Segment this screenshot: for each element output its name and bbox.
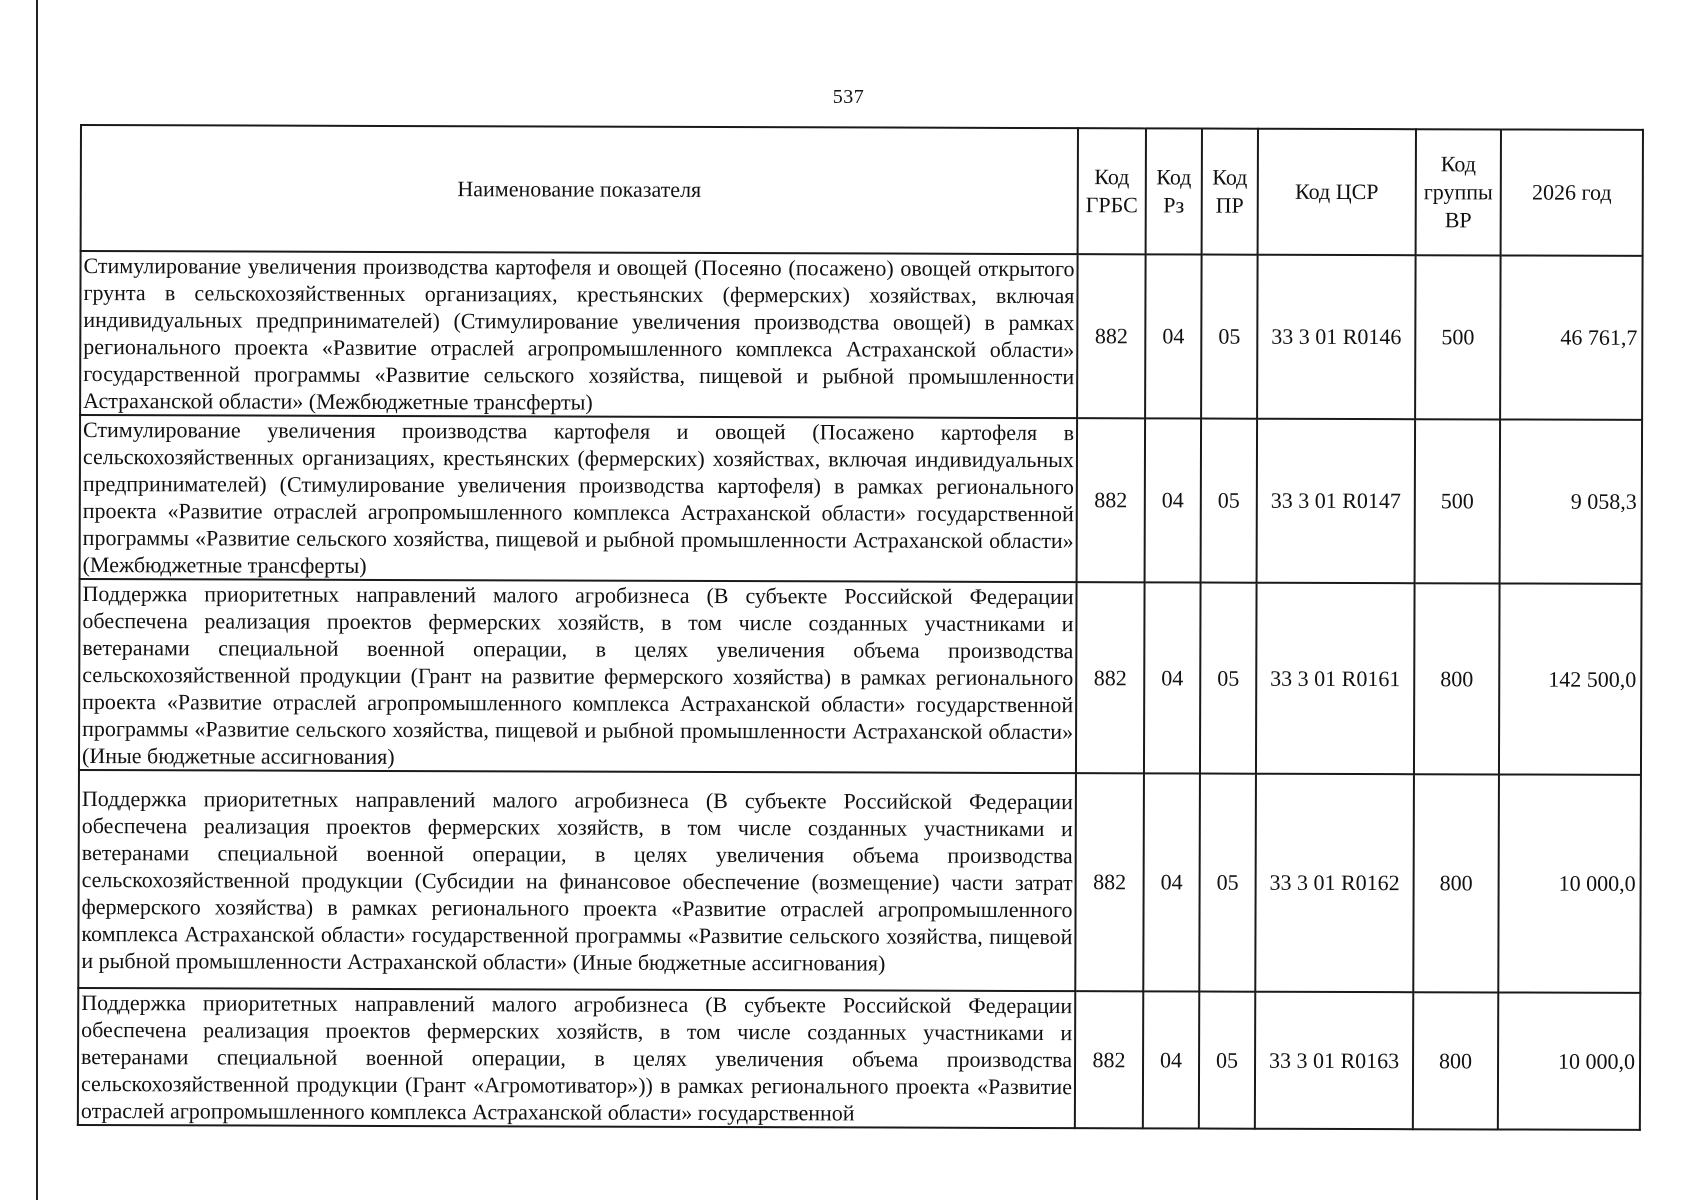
table-row (80, 415, 1643, 584)
row-pr: 05 (1200, 583, 1257, 774)
row-amount: 10 000,0 (1498, 774, 1641, 992)
row-pr: 05 (1201, 419, 1258, 583)
row-pr: 05 (1199, 774, 1256, 992)
header-year: 2026 год (1501, 129, 1643, 255)
row-csr: 33 3 01 R0147 (1257, 419, 1416, 583)
header-pr: Код ПР (1202, 129, 1258, 255)
row-name: Поддержка приоритетных направлений малого агробизнеса (В субъекте Российской Федерации обеспечена реализация проектов фермерских хозяйств, в том числе созданных участниками и ветеранами специальной военной операции, в целях увеличения объема производства сельскохозяйственной продукции (Грант «Агромотиватор»)) в рамках регионального проекта «Развитие отраслей агропромышленного комплекса Астраханской области» государственной (78, 988, 1075, 1128)
row-vr: 500 (1415, 255, 1501, 419)
row-csr: 33 3 01 R0162 (1255, 774, 1414, 992)
row-rz: 04 (1143, 773, 1200, 991)
row-csr: 33 3 01 R0146 (1257, 255, 1416, 419)
row-name: Поддержка приоритетных направлений малого агробизнеса (В субъекте Российской Федерации обеспечена реализация проектов фермерских хозяйств, в том числе созданных участниками и ветеранами специальной военной операции, в целях увеличения объема производства сельскохозяйственной продукции (Грант на развитие фермерского хозяйства) в рамках регионального проекта «Развитие отраслей агропромышленного комплекса Астраханской области» государственной программы «Развитие сельского хозяйства, пищевой и рыбной промышленности Астраханской области» (Иные бюджетные ассигнования) (79, 579, 1077, 773)
row-csr: 33 3 01 R0161 (1256, 583, 1415, 774)
document-sheet (77, 124, 1642, 1131)
row-rz: 04 (1145, 418, 1202, 582)
row-name: Поддержка приоритетных направлений малого агробизнеса (В субъекте Российской Федерации обеспечена реализация проектов фермерских хозяйств, в том числе созданных участниками и ветеранами специальной военной операции, в целях увеличения объема производства сельскохозяйственной продукции (Субсидии на финансовое обеспечение (возмещение) части затрат фермерского хозяйства) в рамках регионального проекта «Развитие отраслей агропромышленного комплекса Астраханской области» государственной программы «Развитие сельского хозяйства, пищевой и рыбной промышленности Астраханской области» (Иные бюджетные ассигнования) (78, 770, 1076, 991)
table-row (78, 988, 1640, 1130)
row-amount: 10 000,0 (1498, 992, 1640, 1129)
header-csr: Код ЦСР (1258, 129, 1416, 255)
table-header-row (81, 125, 1643, 256)
row-rz: 04 (1143, 991, 1199, 1128)
row-grbs: 882 (1075, 773, 1144, 991)
header-vr: Код группы ВР (1416, 129, 1501, 255)
row-vr: 500 (1415, 419, 1501, 583)
row-grbs: 882 (1075, 991, 1143, 1128)
row-pr: 05 (1201, 255, 1258, 419)
row-csr: 33 3 01 R0163 (1255, 992, 1413, 1129)
row-name: Стимулирование увеличения производства картофеля и овощей (Посажено картофеля в сельскохозяйственных организациях, крестьянских (фермерских) хозяйствах, включая индивидуальных предпринимателей) (Стимулирование увеличения производства картофеля) в рамках регионального проекта «Развитие отраслей агропромышленного комплекса Астраханской области» государственной программы «Развитие сельского хозяйства, пищевой и рыбной промышленности Астраханской области» (Межбюджетные трансферты) (80, 415, 1078, 582)
page-number: 537 (832, 86, 865, 108)
row-pr: 05 (1199, 992, 1255, 1129)
row-vr: 800 (1414, 583, 1500, 774)
row-grbs: 882 (1077, 418, 1146, 582)
row-grbs: 882 (1077, 254, 1146, 418)
row-vr: 800 (1413, 774, 1499, 992)
row-rz: 04 (1145, 254, 1202, 418)
table-row (80, 251, 1643, 420)
header-name: Наименование показателя (81, 125, 1078, 254)
header-rz: Код Рз (1146, 128, 1202, 254)
budget-table (77, 124, 1644, 1131)
row-name: Стимулирование увеличения производства картофеля и овощей (Посеяно (посажено) овощей открытого грунта в сельскохозяйственных организациях, крестьянских (фермерских) хозяйствах, включая индивидуальных предпринимателей) (Стимулирование увеличения производства овощей) в рамках регионального проекта «Развитие отраслей агропромышленного комплекса Астраханской области» государственной программы «Развитие сельского хозяйства, пищевой и рыбной промышленности Астраханской области» (Межбюджетные трансферты) (80, 251, 1078, 418)
row-rz: 04 (1144, 582, 1201, 773)
row-amount: 46 761,7 (1500, 255, 1643, 419)
row-amount: 9 058,3 (1500, 419, 1643, 583)
row-amount: 142 500,0 (1499, 583, 1642, 774)
header-grbs: Код ГРБС (1078, 128, 1146, 254)
binding-edge-line (36, 0, 38, 1200)
row-vr: 800 (1413, 992, 1498, 1129)
table-row (78, 770, 1641, 993)
row-grbs: 882 (1076, 582, 1145, 773)
table-row (79, 579, 1642, 775)
